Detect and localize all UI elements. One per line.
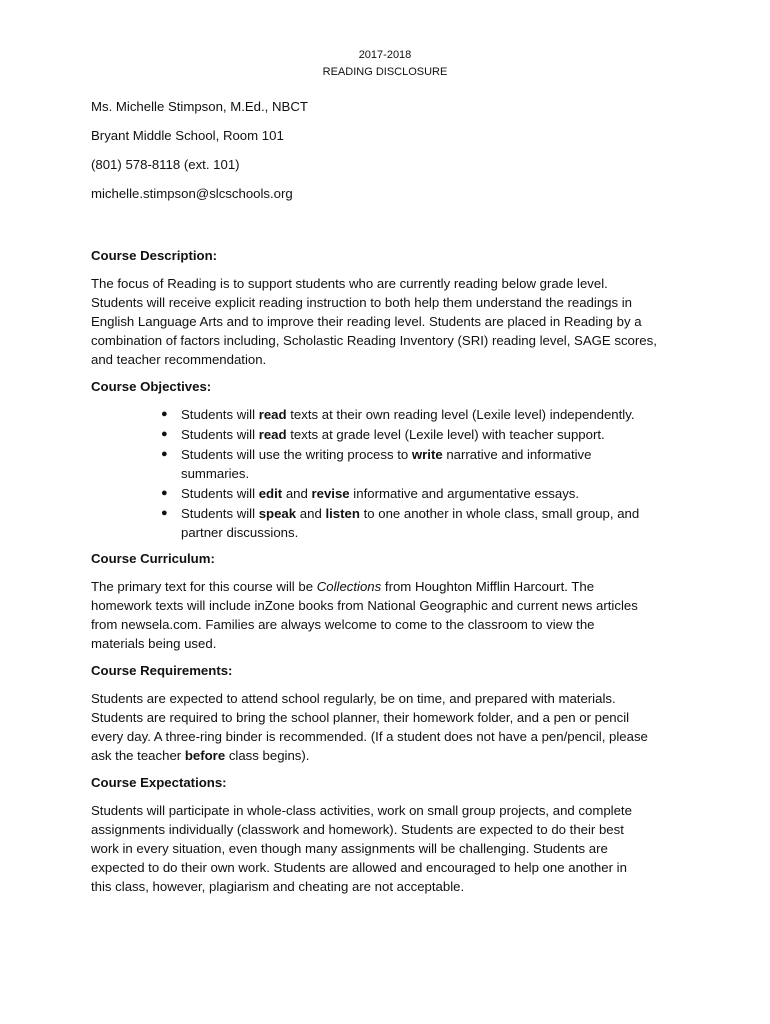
text-line: Students are expected to attend school regularly, be on time, and prepared with materials. [91, 691, 616, 706]
objectives-list [91, 405, 691, 542]
text-line: work in every situation, even though many assignments will be challenging. Students are [91, 841, 608, 856]
list-item [91, 405, 691, 424]
objective-keyword: listen [325, 506, 360, 521]
text-line: from Houghton Mifflin Harcourt. The [381, 579, 595, 594]
course-description-text [91, 274, 691, 369]
course-description-heading: Course Description: [91, 248, 218, 263]
text-line: Students will participate in whole-class activities, work on small group projects, and complete [91, 803, 632, 818]
objective-text: Students will [181, 506, 259, 521]
teacher-contact-block [91, 97, 308, 213]
course-requirements-text [91, 689, 691, 765]
course-curriculum-heading: Course Curriculum: [91, 551, 215, 566]
document-body [91, 246, 691, 904]
objective-text: and [282, 486, 312, 501]
objective-text: texts at grade level (Lexile level) with teacher support. [286, 427, 605, 442]
text-line: expected to do their own work. Students are allowed and encouraged to help one another in [91, 860, 627, 875]
objective-keyword: read [258, 427, 287, 442]
phone-number: (801) 578-8118 (ext. 101) [91, 157, 240, 172]
text-line: Students are required to bring the school planner, their homework folder, and a pen or pencil [91, 710, 630, 725]
text-line: The focus of Reading is to support students who are currently reading below grade level. [91, 276, 608, 291]
course-expectations-heading: Course Expectations: [91, 775, 227, 790]
email-address: michelle.stimpson@slcschools.org [91, 186, 293, 201]
objective-text: informative and argumentative essays. [349, 486, 580, 501]
text-line: assignments individually (classwork and homework). Students are expected to do their best [91, 822, 624, 837]
list-item [91, 484, 691, 503]
text-line: Students will receive explicit reading instruction to both help them understand the readings in [91, 295, 633, 310]
bullet-icon: ● [161, 428, 168, 440]
bullet-icon: ● [161, 507, 168, 519]
text-line: combination of factors including, Scholastic Reading Inventory (SRI) reading level, SAGE scores, [91, 333, 657, 348]
document-header [0, 47, 770, 81]
objective-text: Students will use the writing process to [181, 447, 412, 462]
objective-text: texts at their own reading level (Lexile level) independently. [286, 407, 635, 422]
objective-keyword: read [258, 407, 287, 422]
teacher-name: Ms. Michelle Stimpson, M.Ed., NBCT [91, 99, 308, 114]
school-year: 2017-2018 [358, 49, 412, 61]
list-item [91, 425, 691, 444]
list-item [91, 445, 691, 483]
objective-keyword: speak [258, 506, 297, 521]
course-expectations-text [91, 801, 691, 896]
text-line: materials being used. [91, 636, 217, 651]
list-item [91, 504, 691, 542]
text-line: homework texts will include inZone books from National Geographic and current news articles [91, 598, 638, 613]
objective-text: partner discussions. [181, 525, 299, 540]
text-line: English Language Arts and to improve their reading level. Students are placed in Reading by a [91, 314, 642, 329]
text-line: this class, however, plagiarism and cheating are not acceptable. [91, 879, 465, 894]
text-line: from newsela.com. Families are always welcome to come to the classroom to view the [91, 617, 595, 632]
objective-text: and [296, 506, 326, 521]
text-line: and teacher recommendation. [91, 352, 267, 367]
text-line: The primary text for this course will be [91, 579, 317, 594]
objective-text: to one another in whole class, small group, and [359, 506, 640, 521]
objective-text: Students will [181, 486, 259, 501]
course-curriculum-text [91, 577, 691, 653]
emphasis-word: before [184, 748, 226, 763]
text-line: class begins). [225, 748, 310, 763]
objective-text: Students will [181, 407, 259, 422]
objective-keyword: write [411, 447, 443, 462]
objective-keyword: edit [258, 486, 283, 501]
objective-text: narrative and informative [442, 447, 592, 462]
textbook-title: Collections [316, 579, 382, 594]
objective-text: summaries. [181, 466, 250, 481]
text-line: every day. A three-ring binder is recommended. (If a student does not have a pen/pencil, please [91, 729, 648, 744]
bullet-icon: ● [161, 408, 168, 420]
course-objectives-heading: Course Objectives: [91, 379, 212, 394]
bullet-icon: ● [161, 448, 168, 460]
course-requirements-heading: Course Requirements: [91, 663, 233, 678]
school-room: Bryant Middle School, Room 101 [91, 128, 284, 143]
text-line: ask the teacher [91, 748, 185, 763]
bullet-icon: ● [161, 487, 168, 499]
objective-text: Students will [181, 427, 259, 442]
objective-keyword: revise [311, 486, 350, 501]
document-title: READING DISCLOSURE [322, 66, 448, 78]
